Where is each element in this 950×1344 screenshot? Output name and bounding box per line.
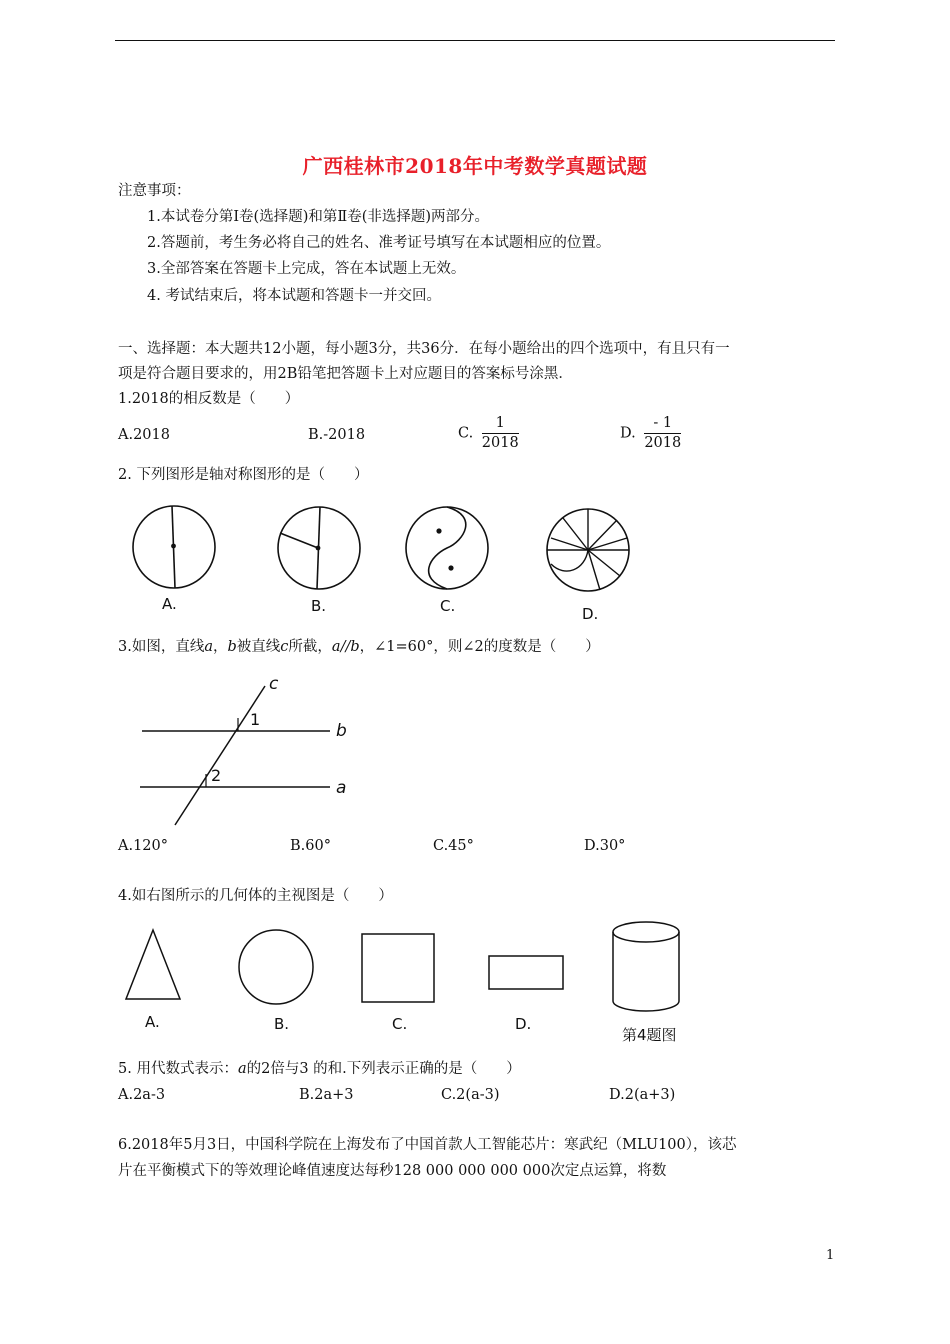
q3-var-c: c	[280, 639, 289, 655]
q3-option-c: C.45°	[433, 838, 474, 854]
q4-label-b: B.	[274, 1015, 290, 1033]
q2-figure-c	[404, 506, 494, 596]
notice-heading: 注意事项：	[118, 183, 191, 199]
q5-stem-part1: 5. 用代数式表示：	[118, 1061, 238, 1077]
q3-stem-part4: ，∠1=60°，则∠2的度数是（ ）	[359, 639, 600, 655]
q4-label-c: C.	[392, 1015, 408, 1033]
q4-figure-a-triangle	[124, 928, 184, 1003]
page-title: 广西桂林市2018年中考数学真题试题	[302, 154, 648, 178]
q1-d-denominator: 2018	[644, 435, 682, 451]
q4-figure-cylinder	[610, 920, 684, 1015]
q2-stem: 2. 下列图形是轴对称图形的是（ ）	[118, 467, 369, 483]
q3-par-a: a	[331, 639, 341, 655]
q3-option-b: B.60°	[290, 838, 331, 854]
q1-c-denominator: 2018	[481, 435, 519, 451]
q2-figure-d	[545, 508, 635, 598]
q5-option-c: C.2(a-3)	[441, 1087, 500, 1103]
q5-option-b: B.2a+3	[299, 1087, 354, 1103]
q3-label-a: a	[336, 778, 347, 798]
q5-stem-part2: 的2倍与3 的和.下列表示正确的是（ ）	[246, 1061, 521, 1077]
q4-figure-c-square	[360, 932, 438, 1004]
q6-line1: 6.2018年5月3日，中国科学院在上海发布了中国首款人工智能芯片：寒武纪（MLU100），该芯	[118, 1137, 737, 1153]
q3-label-b: b	[336, 721, 347, 741]
q3-stem	[118, 638, 600, 656]
q1-c-numerator: 1	[482, 414, 519, 434]
q2-figure-b	[276, 506, 366, 596]
q3-stem-part1: 3.如图，直线	[118, 639, 205, 655]
q1-option-c	[458, 414, 519, 453]
q1-stem: 1.2018的相反数是（ ）	[118, 391, 300, 407]
q3-stem-part2: 被直线	[236, 639, 281, 655]
q3-par-sym: //	[340, 639, 351, 655]
q3-var-b: b	[227, 639, 237, 655]
q1-option-b: B.-2018	[308, 427, 366, 443]
q1-c-fraction	[482, 414, 519, 453]
q5-option-a: A.2a-3	[118, 1087, 166, 1103]
section1-line1: 一、选择题：本大题共12小题，每小题3分，共36分．在每小题给出的四个选项中，有且只有一	[118, 341, 730, 357]
q3-option-a: A.120°	[118, 838, 169, 854]
notice-item-1: 1.本试卷分第Ⅰ卷(选择题)和第Ⅱ卷(非选择题)两部分。	[147, 209, 490, 225]
q1-option-d	[620, 414, 681, 453]
page-number: 1	[826, 1248, 835, 1263]
q4-figure-d-rectangle	[487, 954, 567, 992]
q3-label-angle-2: 2	[211, 766, 222, 785]
notice-item-4: 4. 考试结束后，将本试题和答题卡一并交回。	[147, 288, 441, 304]
q3-stem-part3: 所截，	[288, 639, 332, 655]
header-rule	[115, 40, 835, 41]
q1-d-numerator: - 1	[644, 414, 681, 434]
q3-label-angle-1: 1	[250, 710, 261, 729]
q4-label-d: D.	[515, 1015, 532, 1033]
q5-var-a: a	[237, 1061, 247, 1077]
q3-sep: ，	[213, 639, 228, 655]
q1-option-a: A.2018	[118, 427, 170, 443]
q4-label-a: A.	[145, 1013, 160, 1031]
q4-stem: 4.如右图所示的几何体的主视图是（ ）	[118, 888, 393, 904]
q2-label-c: C.	[440, 597, 456, 615]
q3-var-a: a	[204, 639, 213, 655]
notice-item-2: 2.答题前，考生务必将自己的姓名、准考证号填写在本试题相应的位置。	[147, 235, 611, 251]
q2-label-a: A.	[162, 595, 177, 613]
q1-d-fraction	[644, 414, 681, 453]
q3-par-b: b	[350, 639, 360, 655]
q5-stem	[118, 1060, 521, 1078]
q5-option-d: D.2(a+3)	[609, 1087, 676, 1103]
q2-label-d: D.	[582, 605, 599, 623]
q1-c-prefix: C.	[458, 425, 474, 442]
q2-figure-a	[130, 504, 220, 594]
q2-label-b: B.	[311, 597, 327, 615]
section1-line2: 项是符合题目要求的，用2B铅笔把答题卡上对应题目的答案标号涂黑．	[118, 366, 573, 382]
q4-figure-caption: 第4题图	[622, 1026, 677, 1044]
q3-figure	[130, 670, 360, 835]
q1-d-prefix: D.	[620, 425, 636, 442]
q3-option-d: D.30°	[584, 838, 626, 854]
q4-figure-b-circle	[236, 929, 316, 1009]
q6-line2: 片在平衡模式下的等效理论峰值速度达每秒128 000 000 000 000次定点运算，将数	[118, 1163, 667, 1179]
notice-item-3: 3.全部答案在答题卡上完成，答在本试题上无效。	[147, 261, 466, 277]
q3-label-c: c	[269, 674, 279, 694]
